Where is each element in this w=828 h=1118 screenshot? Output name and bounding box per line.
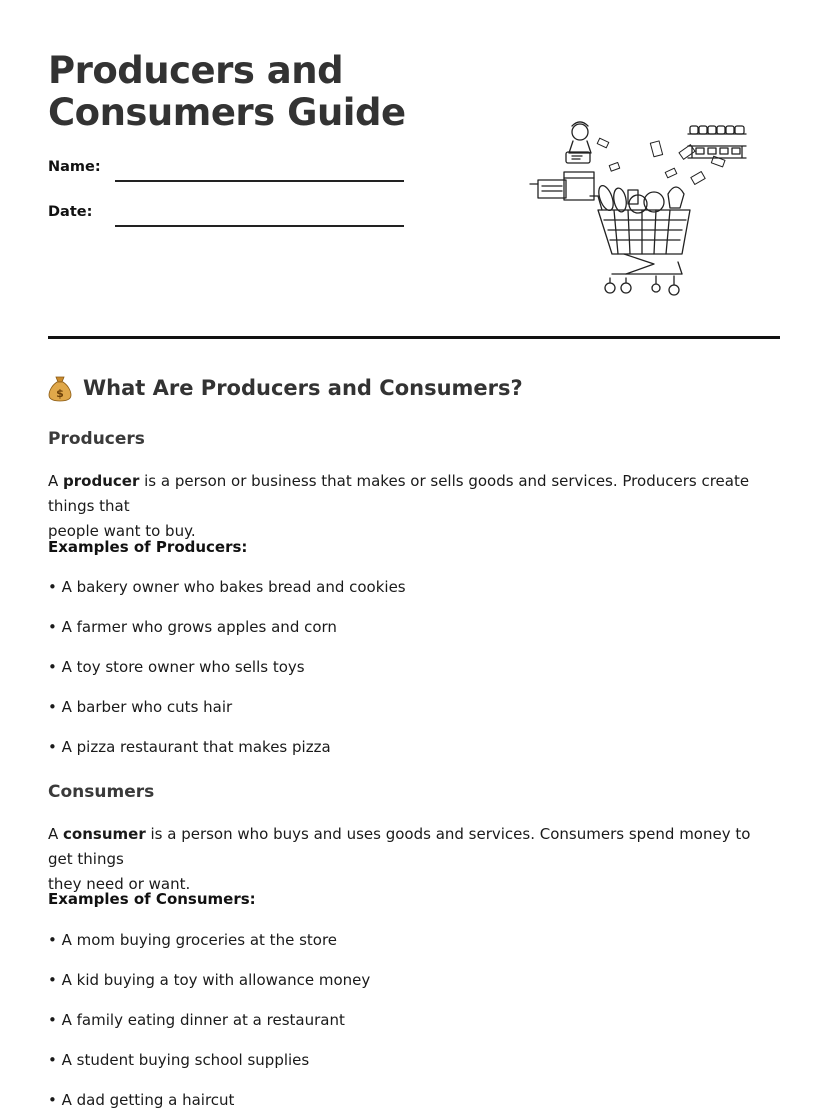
list-item: • A mom buying groceries at the store — [48, 931, 338, 949]
producers-definition — [48, 469, 768, 544]
svg-text:$: $ — [56, 387, 64, 400]
consumers-heading: Consumers — [48, 782, 155, 802]
list-item: • A farmer who grows apples and corn — [48, 618, 337, 636]
section-heading — [48, 374, 523, 402]
list-item: • A bakery owner who bakes bread and cookies — [48, 578, 406, 596]
list-item: • A student buying school supplies — [48, 1051, 310, 1069]
consumers-examples-label: Examples of Consumers: — [48, 890, 256, 908]
shopping-cart-illustration — [528, 112, 754, 302]
section-heading-text: What Are Producers and Consumers? — [83, 376, 523, 400]
consumer-term: consumer — [63, 825, 146, 843]
producers-heading: Producers — [48, 429, 145, 449]
money-bag-icon — [48, 374, 72, 402]
list-item: • A barber who cuts hair — [48, 698, 233, 716]
store-shelf-icon — [688, 126, 746, 158]
title-line-2: Consumers Guide — [48, 91, 406, 134]
shopping-cart-icon — [590, 196, 690, 295]
list-item: • A kid buying a toy with allowance money — [48, 971, 371, 989]
name-input-line[interactable] — [115, 180, 404, 182]
cashier-icon — [566, 122, 591, 163]
consumers-intro-prefix: A — [48, 825, 64, 843]
consumers-definition — [48, 822, 768, 897]
worksheet-page — [48, 0, 780, 1118]
producers-intro-prefix: A — [48, 472, 64, 490]
list-item: • A toy store owner who sells toys — [48, 658, 305, 676]
list-item: • A dad getting a haircut — [48, 1091, 235, 1109]
header-divider — [48, 336, 780, 339]
consumers-intro-line1: is a person who buys and uses goods and services. Consumers spend money to get things — [48, 825, 751, 868]
consumers-intro-line2: they need or want. — [48, 875, 191, 893]
list-item: • A family eating dinner at a restaurant — [48, 1011, 345, 1029]
name-label: Name: — [48, 159, 101, 175]
producers-intro-line2: people want to buy. — [48, 522, 196, 540]
date-label: Date: — [48, 204, 93, 220]
producers-intro-line1: is a person or business that makes or sells goods and services. Producers create things that — [48, 472, 750, 515]
title-line-1: Producers and — [48, 49, 344, 92]
list-item: • A pizza restaurant that makes pizza — [48, 738, 331, 756]
producers-examples-label: Examples of Producers: — [48, 538, 248, 556]
groceries-icon — [596, 184, 684, 213]
cash-register-icon — [530, 172, 594, 200]
producer-term: producer — [63, 472, 140, 490]
date-input-line[interactable] — [115, 225, 404, 227]
page-title — [48, 50, 468, 134]
money-bills-icon — [597, 138, 725, 184]
